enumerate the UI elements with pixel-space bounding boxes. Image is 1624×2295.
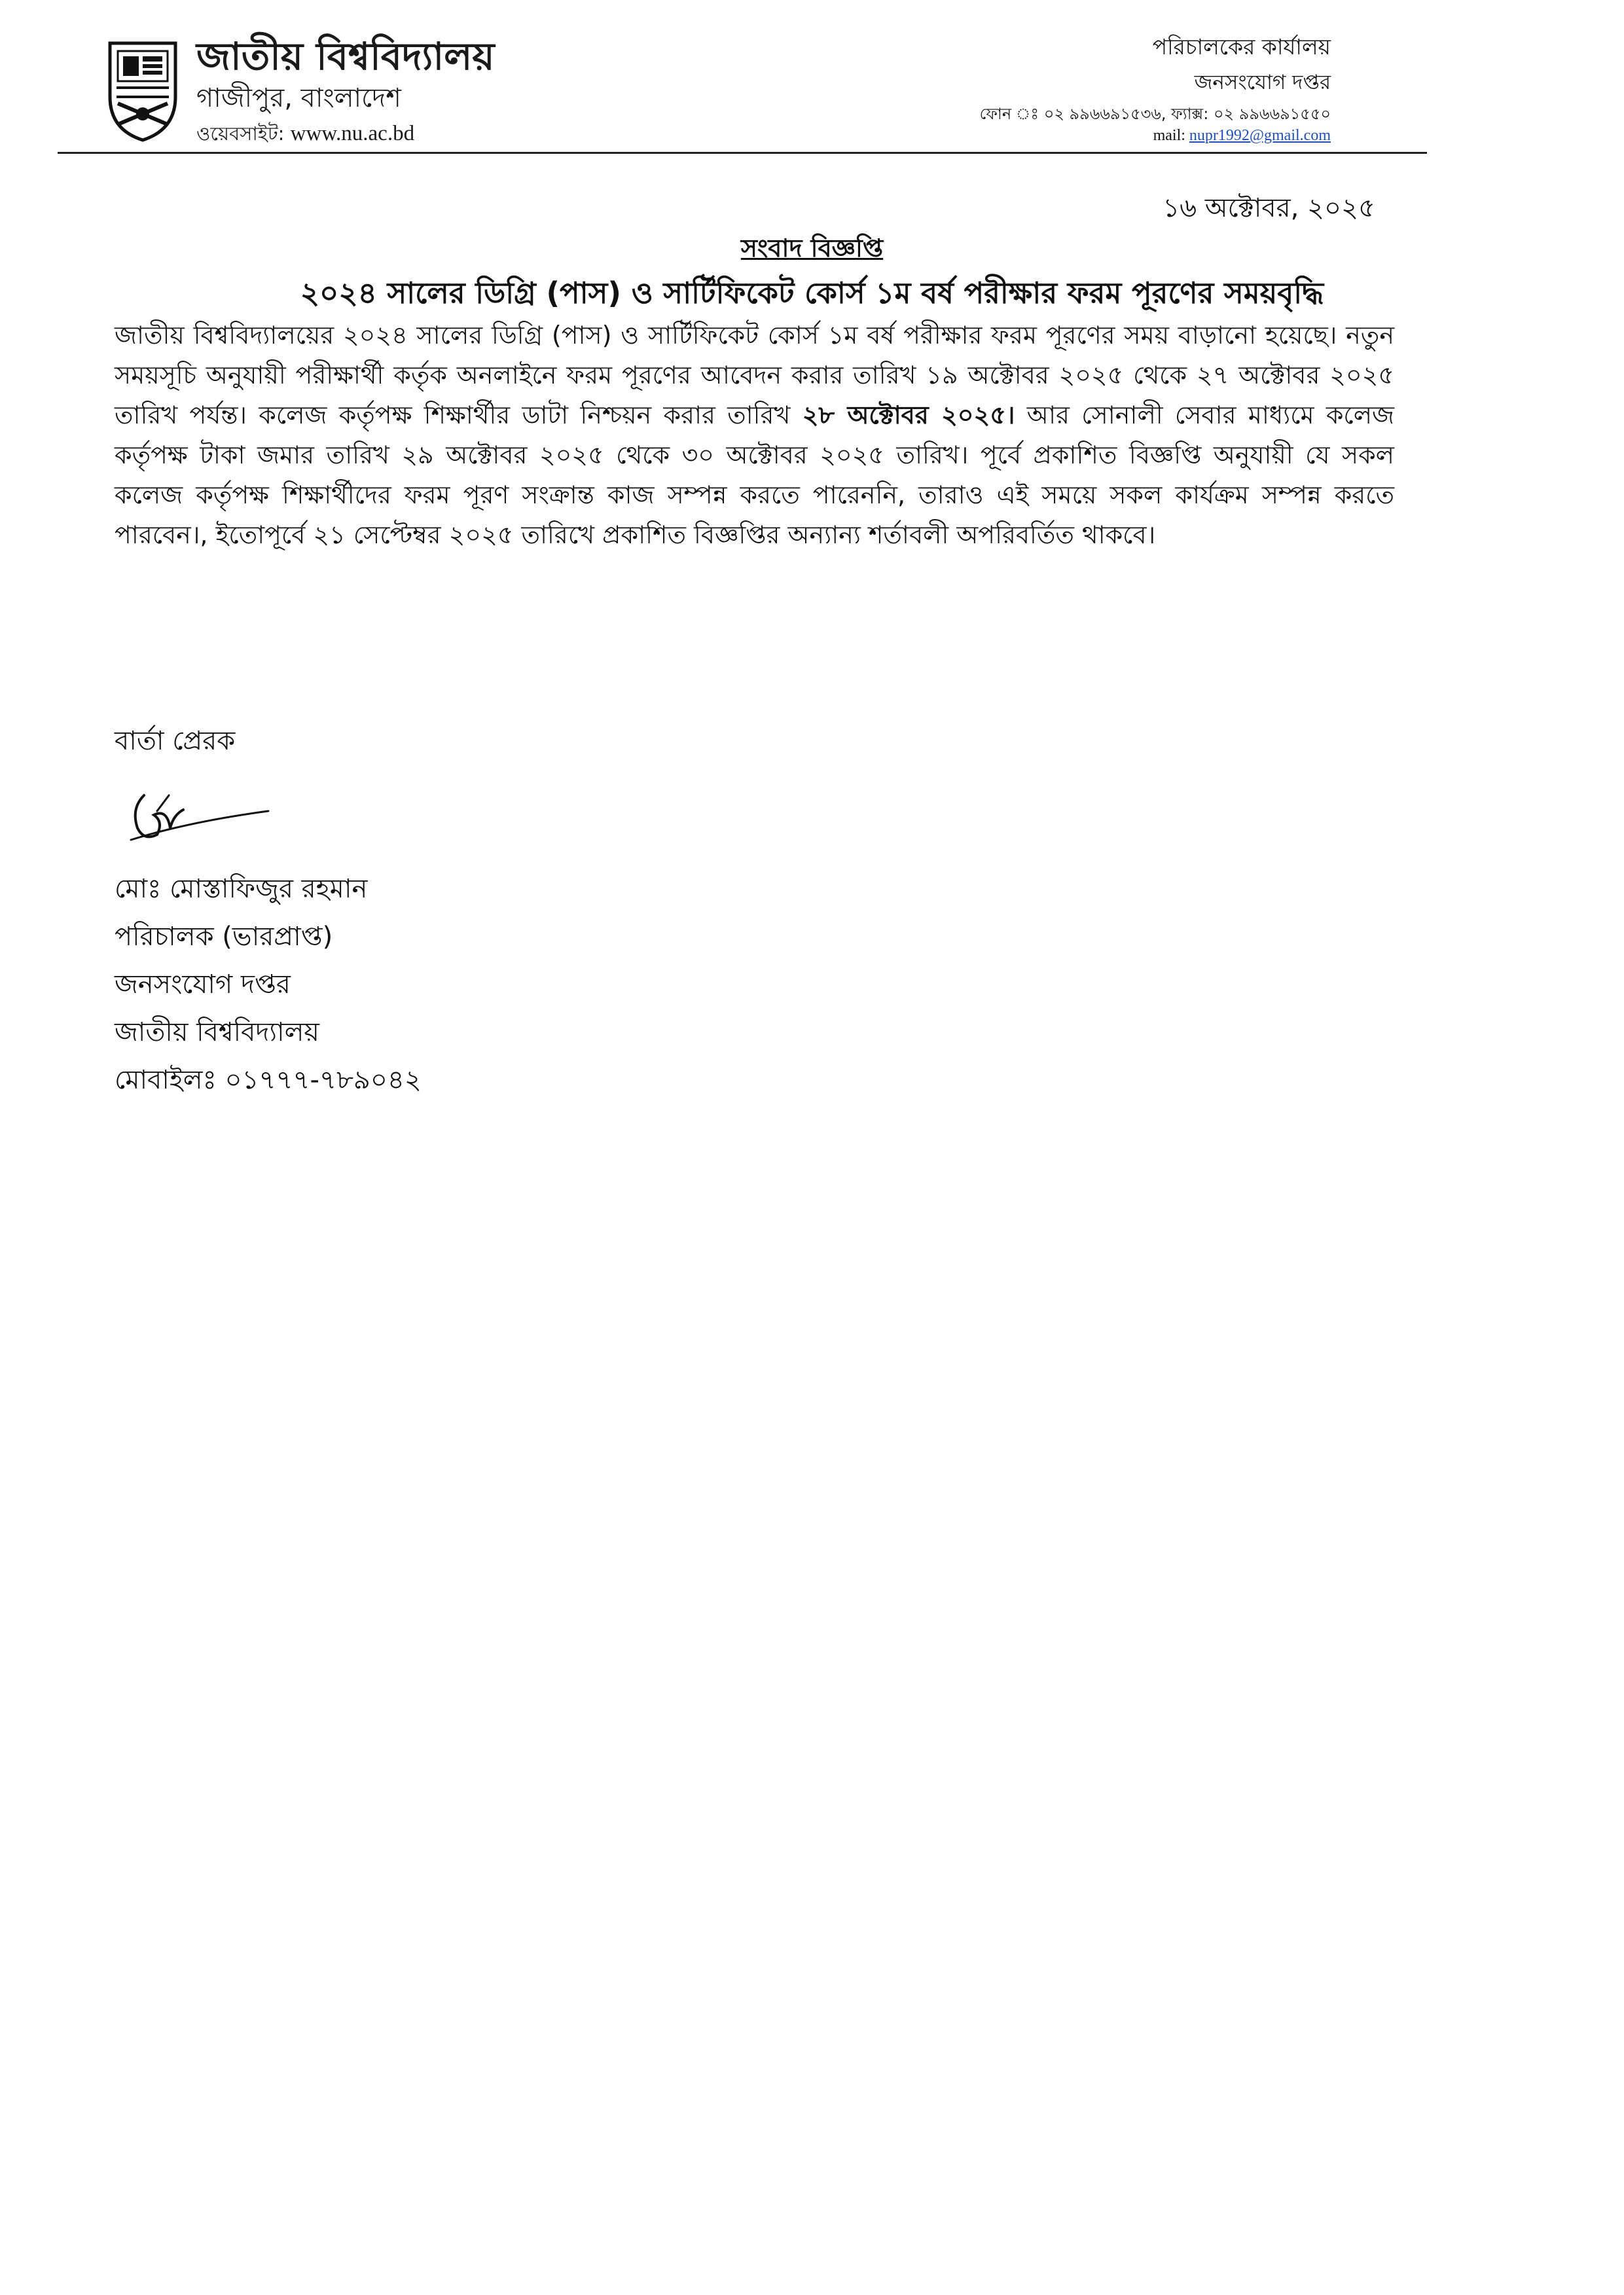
header-divider [58, 152, 1427, 154]
office-name: পরিচালকের কার্যালয় [1152, 34, 1331, 60]
department-name: জনসংযোগ দপ্তর [1194, 71, 1331, 94]
body-text-part1: জাতীয় বিশ্ববিদ্যালয়ের ২০২৪ সালের ডিগ্রি (পাস) ও সার্টিফিকেট কোর্স ১ম বর্ষ পরীক্ষার ফরম পূরণের সময় বাড়ানো হয়েছে। নতুন সময়সূচি অনুযায়ী পরীক্ষার্থী কর্তৃক অনলাইনে ফরম পূরণের আবেদন করার তারিখ ১৯ অক্টোবর ২০২৫ থেকে ২৭ অক্টোবর ২০২৫ তারিখ পর্যন্ত। কলেজ কর্তৃপক্ষ শিক্ষার্থীর ডাটা নিশ্চয়ন করার তারিখ [115, 321, 1394, 429]
university-logo-icon [103, 38, 182, 143]
sender-label: বার্তা প্রেরক [115, 726, 236, 756]
notice-kind [0, 229, 1624, 271]
university-name: জাতীয় বিশ্ববিদ্যালয় [196, 34, 495, 79]
contact-numbers: ফোন ঃ ০২ ৯৯৬৬৯১৫৩৬, ফ্যাক্স: ০২ ৯৯৬৬৯১৫৫০ [979, 105, 1331, 123]
website-link[interactable]: www.nu.ac.bd [290, 122, 415, 145]
sender-block [115, 865, 422, 1104]
sender-mobile: মোবাইলঃ ০১৭৭৭-৭৮৯০৪২ [115, 1065, 422, 1095]
body-text-bold-date: ২৮ অক্টোবর ২০২৫। [802, 401, 1015, 429]
website-label: ওয়েবসাইট: [196, 122, 285, 145]
notice-kind-label: সংবাদ বিজ্ঞপ্তি [740, 234, 884, 262]
sender-name: মোঃ মোস্তাফিজুর রহমান [115, 874, 368, 904]
university-website [196, 119, 414, 151]
sender-title: পরিচালক (ভারপ্রাপ্ত) [115, 922, 333, 952]
notice-date: ১৬ অক্টোবর, ২০২৫ [1163, 193, 1375, 223]
mail-line [1153, 127, 1331, 145]
sender-department: জনসংযোগ দপ্তর [115, 969, 291, 1000]
notice-headline: ২০২৪ সালের ডিগ্রি (পাস) ও সার্টিফিকেট কোর্স ১ম বর্ষ পরীক্ষার ফরম পূরণের সময়বৃদ্ধি [300, 276, 1324, 310]
notice-body [115, 316, 1394, 555]
mail-label: mail: [1153, 127, 1185, 144]
university-location: গাজীপুর, বাংলাদেশ [196, 83, 401, 113]
body-text-part2: আর সোনালী সেবার মাধ্যমে কলেজ কর্তৃপক্ষ টাকা জমার তারিখ ২৯ অক্টোবর ২০২৫ থেকে ৩০ অক্টোবর ২০২৫ তারিখ। পূর্বে প্রকাশিত বিজ্ঞপ্তি অনুযায়ী যে সকল কলেজ কর্তৃপক্ষ শিক্ষার্থীদের ফরম পূরণ সংক্রান্ত কাজ সম্পন্ন করতে পারেননি, তারাও এই সময়ে সকল কার্যক্রম সম্পন্ন করতে পারবেন।, ইতোপূর্বে ২১ সেপ্টেম্বর ২০২৫ তারিখে প্রকাশিত বিজ্ঞপ্তির অন্যান্য শর্তাবলী অপরিবর্তিত থাকবে। [115, 401, 1395, 549]
sender-organization: জাতীয় বিশ্ববিদ্যালয় [115, 1017, 319, 1047]
mail-link[interactable]: nupr1992@gmail.com [1189, 127, 1331, 144]
signature-icon [118, 769, 288, 861]
